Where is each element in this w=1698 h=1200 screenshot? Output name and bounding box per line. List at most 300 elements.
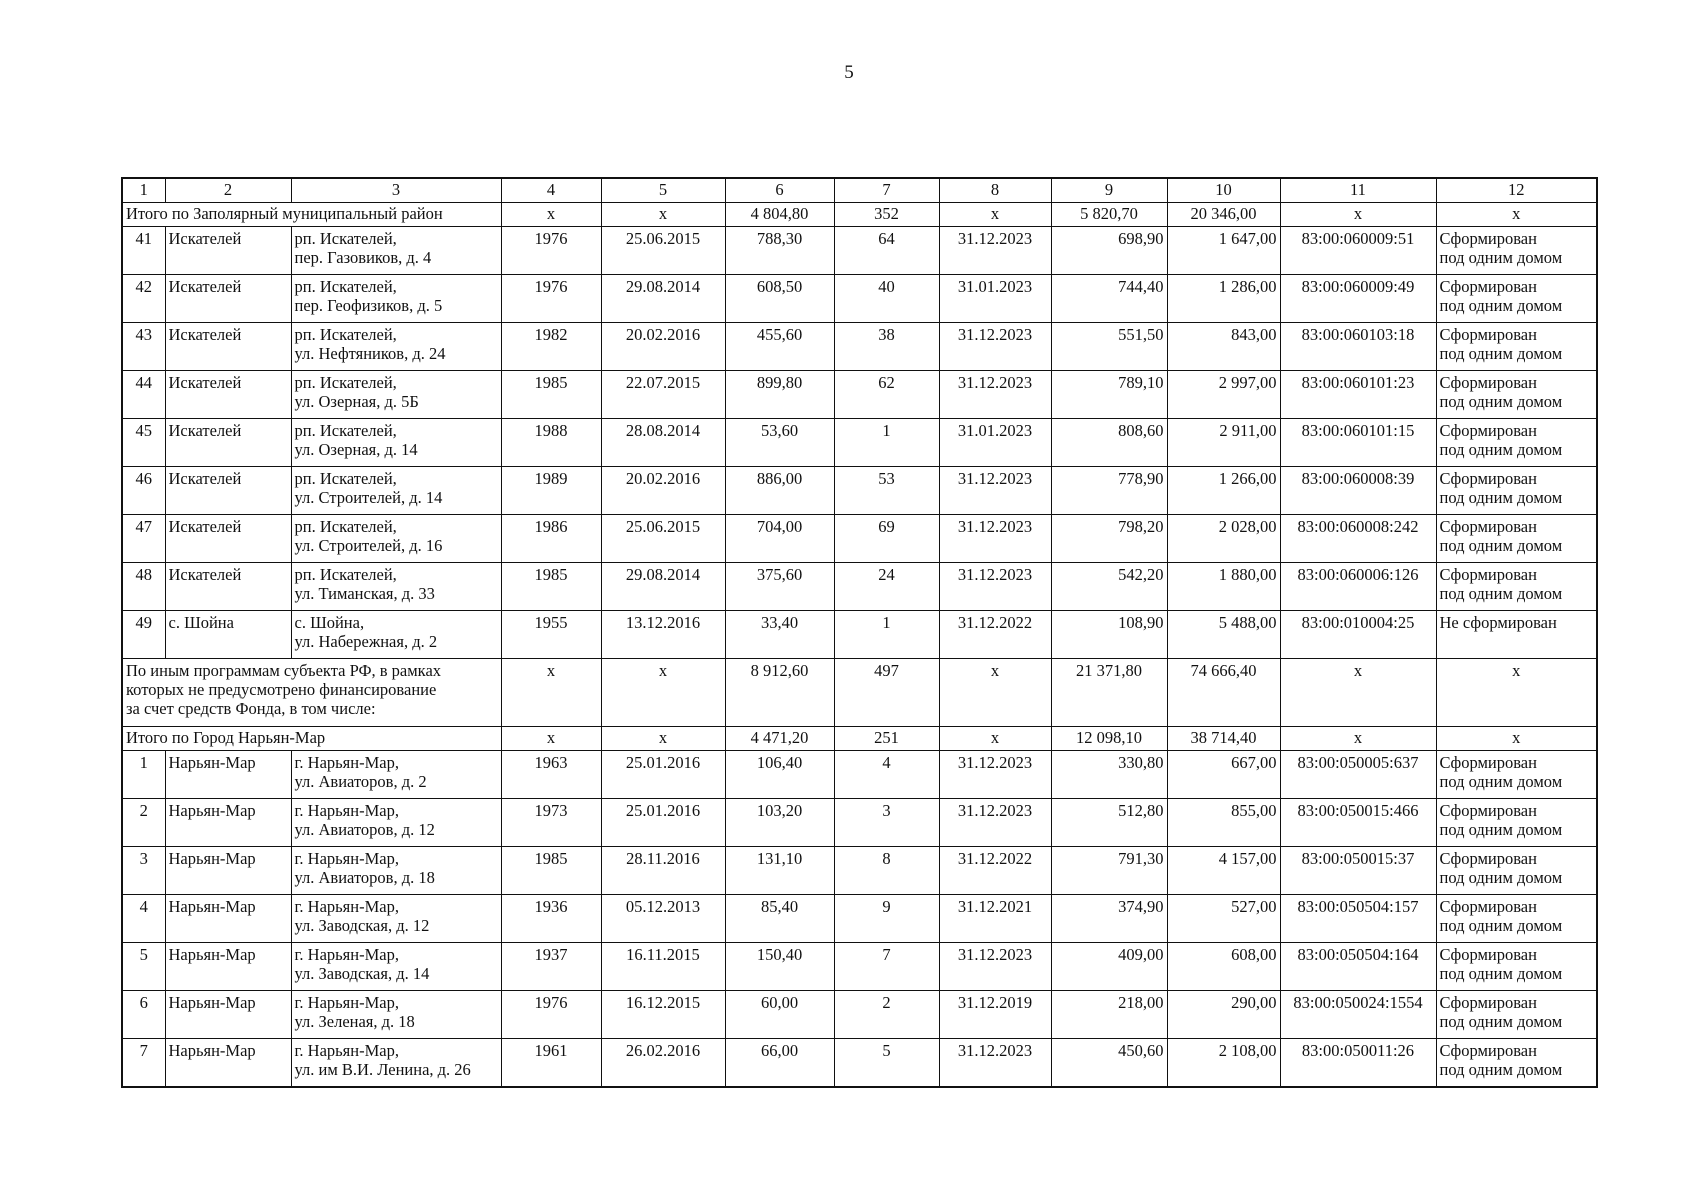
cell-c7: 9: [834, 895, 939, 943]
cell-c7: 40: [834, 275, 939, 323]
address-cell: [291, 371, 501, 419]
cell-c4: 1976: [501, 991, 601, 1039]
row-number: 48: [122, 563, 165, 611]
land-status-cell-line: под одним домом: [1439, 536, 1563, 555]
cell-c4: 1989: [501, 467, 601, 515]
cell-c5: 16.12.2015: [601, 991, 725, 1039]
group-row: [122, 659, 1597, 727]
row-number: 2: [122, 799, 165, 847]
address-cell-line: рп. Искателей,: [294, 229, 397, 248]
address-cell-line: ул. Набережная, д. 2: [294, 632, 438, 651]
cell-c9: 778,90: [1051, 467, 1167, 515]
cell-c6: 608,50: [725, 275, 834, 323]
settlement-cell: Нарьян-Мар: [165, 847, 291, 895]
address-cell: [291, 943, 501, 991]
cell-c5: 29.08.2014: [601, 563, 725, 611]
cell-c9: 798,20: [1051, 515, 1167, 563]
land-status-cell-line: Сформирован: [1439, 277, 1537, 296]
cell-c8: 31.12.2023: [939, 467, 1051, 515]
cell-c11: 83:00:050024:1554: [1280, 991, 1436, 1039]
cell-c7: 352: [834, 203, 939, 227]
land-status-cell-line: Сформирован: [1439, 325, 1537, 344]
cell-c9: 374,90: [1051, 895, 1167, 943]
column-number: 5: [601, 178, 725, 203]
cell-c9: 744,40: [1051, 275, 1167, 323]
cell-c11: 83:00:060008:39: [1280, 467, 1436, 515]
cell-c6: 8 912,60: [725, 659, 834, 727]
cell-c5: х: [601, 203, 725, 227]
cell-c9: 330,80: [1051, 751, 1167, 799]
cell-c6: 85,40: [725, 895, 834, 943]
row-number: 46: [122, 467, 165, 515]
land-status-cell: [1436, 515, 1597, 563]
cell-c5: 16.11.2015: [601, 943, 725, 991]
cell-c4: 1976: [501, 275, 601, 323]
land-status-cell-line: под одним домом: [1439, 392, 1563, 411]
cell-c5: 13.12.2016: [601, 611, 725, 659]
table-row: [122, 1039, 1597, 1088]
cell-c6: 131,10: [725, 847, 834, 895]
address-cell-line: ул. Тиманская, д. 33: [294, 584, 435, 603]
cell-c8: х: [939, 659, 1051, 727]
cell-c7: 38: [834, 323, 939, 371]
row-number: 42: [122, 275, 165, 323]
settlement-cell: Нарьян-Мар: [165, 991, 291, 1039]
address-cell: [291, 467, 501, 515]
address-cell: [291, 611, 501, 659]
subtotal-label: Итого по Город Нарьян-Мар: [122, 727, 501, 751]
subtotal-row: [122, 203, 1597, 227]
cell-c5: 25.06.2015: [601, 227, 725, 275]
row-number: 4: [122, 895, 165, 943]
land-status-cell: [1436, 799, 1597, 847]
column-number: 6: [725, 178, 834, 203]
land-status-cell: [1436, 371, 1597, 419]
land-status-cell-line: под одним домом: [1439, 772, 1563, 791]
cell-c8: 31.12.2022: [939, 611, 1051, 659]
row-number: 45: [122, 419, 165, 467]
cell-c10: 843,00: [1167, 323, 1280, 371]
cell-c9: 450,60: [1051, 1039, 1167, 1088]
cell-c8: 31.12.2022: [939, 847, 1051, 895]
cell-c11: 83:00:060008:242: [1280, 515, 1436, 563]
settlement-cell: Нарьян-Мар: [165, 751, 291, 799]
page-number: 5: [844, 62, 854, 83]
address-cell-line: ул. Зеленая, д. 18: [294, 1012, 415, 1031]
cell-c8: 31.12.2023: [939, 943, 1051, 991]
group-label: [122, 659, 501, 727]
cell-c11: х: [1280, 203, 1436, 227]
land-status-cell-line: Сформирован: [1439, 517, 1537, 536]
table-row: [122, 943, 1597, 991]
column-number: 4: [501, 178, 601, 203]
cell-c7: 24: [834, 563, 939, 611]
land-status-cell-line: под одним домом: [1439, 344, 1563, 363]
cell-c6: 53,60: [725, 419, 834, 467]
cell-c8: 31.12.2023: [939, 751, 1051, 799]
table-row: [122, 991, 1597, 1039]
cell-c6: 899,80: [725, 371, 834, 419]
land-status-cell: [1436, 467, 1597, 515]
cell-c6: 4 471,20: [725, 727, 834, 751]
cell-c10: 608,00: [1167, 943, 1280, 991]
cell-c11: 83:00:050015:37: [1280, 847, 1436, 895]
settlement-cell: Нарьян-Мар: [165, 799, 291, 847]
address-cell: [291, 799, 501, 847]
land-status-cell-line: Сформирован: [1439, 801, 1537, 820]
cell-c6: 60,00: [725, 991, 834, 1039]
land-status-cell-line: Сформирован: [1439, 945, 1537, 964]
land-status-cell-line: Сформирован: [1439, 1041, 1537, 1060]
table-row: [122, 515, 1597, 563]
address-cell-line: ул. Авиаторов, д. 2: [294, 772, 427, 791]
table-row: [122, 751, 1597, 799]
cell-c4: х: [501, 727, 601, 751]
address-cell-line: рп. Искателей,: [294, 517, 397, 536]
cell-c10: 290,00: [1167, 991, 1280, 1039]
land-status-cell: [1436, 943, 1597, 991]
address-cell-line: пер. Газовиков, д. 4: [294, 248, 432, 267]
land-status-cell-line: Сформирован: [1439, 469, 1537, 488]
housing-register-table: [121, 177, 1598, 1088]
column-number: 7: [834, 178, 939, 203]
cell-c11: 83:00:050011:26: [1280, 1039, 1436, 1088]
row-number: 47: [122, 515, 165, 563]
land-status-cell: [1436, 227, 1597, 275]
cell-c5: 25.01.2016: [601, 751, 725, 799]
settlement-cell: Искателей: [165, 227, 291, 275]
cell-c12: х: [1436, 659, 1597, 727]
cell-c4: 1982: [501, 323, 601, 371]
land-status-cell-line: под одним домом: [1439, 820, 1563, 839]
cell-c8: 31.12.2023: [939, 371, 1051, 419]
land-status-cell-line: Сформирован: [1439, 373, 1537, 392]
address-cell-line: рп. Искателей,: [294, 277, 397, 296]
address-cell: [291, 275, 501, 323]
cell-c9: 5 820,70: [1051, 203, 1167, 227]
cell-c11: 83:00:050504:157: [1280, 895, 1436, 943]
address-cell-line: ул. Строителей, д. 14: [294, 488, 443, 507]
group-label-line: которых не предусмотрено финансирование: [126, 680, 437, 699]
land-status-cell-line: [1440, 632, 1594, 651]
land-status-cell: [1436, 895, 1597, 943]
land-status-cell-line: Сформирован: [1439, 421, 1537, 440]
address-cell: [291, 419, 501, 467]
address-cell-line: г. Нарьян-Мар,: [294, 993, 399, 1012]
cell-c10: 855,00: [1167, 799, 1280, 847]
cell-c9: 512,80: [1051, 799, 1167, 847]
cell-c8: 31.12.2023: [939, 515, 1051, 563]
cell-c6: 150,40: [725, 943, 834, 991]
row-number: 5: [122, 943, 165, 991]
address-cell-line: г. Нарьян-Мар,: [294, 849, 399, 868]
address-cell-line: г. Нарьян-Мар,: [294, 1041, 399, 1060]
land-status-cell: [1436, 323, 1597, 371]
cell-c6: 455,60: [725, 323, 834, 371]
cell-c9: 218,00: [1051, 991, 1167, 1039]
cell-c9: 791,30: [1051, 847, 1167, 895]
cell-c7: 8: [834, 847, 939, 895]
cell-c4: 1985: [501, 847, 601, 895]
table-row: [122, 799, 1597, 847]
cell-c11: 83:00:010004:25: [1280, 611, 1436, 659]
address-cell-line: рп. Искателей,: [294, 373, 397, 392]
cell-c5: 22.07.2015: [601, 371, 725, 419]
address-cell: [291, 323, 501, 371]
cell-c9: 12 098,10: [1051, 727, 1167, 751]
cell-c10: 20 346,00: [1167, 203, 1280, 227]
land-status-cell-line: под одним домом: [1439, 584, 1563, 603]
cell-c7: 2: [834, 991, 939, 1039]
land-status-cell: [1436, 563, 1597, 611]
cell-c6: 103,20: [725, 799, 834, 847]
settlement-cell: Искателей: [165, 419, 291, 467]
land-status-cell-line: под одним домом: [1439, 964, 1563, 983]
address-cell-line: пер. Геофизиков, д. 5: [294, 296, 443, 315]
cell-c5: х: [601, 659, 725, 727]
cell-c11: 83:00:060101:23: [1280, 371, 1436, 419]
table-row: [122, 847, 1597, 895]
cell-c10: 1 286,00: [1167, 275, 1280, 323]
cell-c10: 38 714,40: [1167, 727, 1280, 751]
column-number: 3: [291, 178, 501, 203]
column-number: 12: [1436, 178, 1597, 203]
column-number: 10: [1167, 178, 1280, 203]
cell-c11: х: [1280, 727, 1436, 751]
cell-c8: 31.12.2023: [939, 227, 1051, 275]
settlement-cell: Искателей: [165, 563, 291, 611]
address-cell-line: г. Нарьян-Мар,: [294, 945, 399, 964]
cell-c9: 542,20: [1051, 563, 1167, 611]
cell-c8: 31.12.2023: [939, 1039, 1051, 1088]
row-number: 6: [122, 991, 165, 1039]
address-cell-line: ул. Заводская, д. 12: [294, 916, 430, 935]
cell-c10: 74 666,40: [1167, 659, 1280, 727]
cell-c4: 1973: [501, 799, 601, 847]
subtotal-row: [122, 727, 1597, 751]
cell-c7: 62: [834, 371, 939, 419]
table-row: [122, 467, 1597, 515]
cell-c8: 31.12.2023: [939, 563, 1051, 611]
settlement-cell: Искателей: [165, 515, 291, 563]
cell-c8: 31.01.2023: [939, 275, 1051, 323]
address-cell-line: рп. Искателей,: [294, 565, 397, 584]
land-status-cell-line: Не сформирован: [1439, 613, 1557, 632]
cell-c10: 2 108,00: [1167, 1039, 1280, 1088]
cell-c7: 497: [834, 659, 939, 727]
address-cell-line: г. Нарьян-Мар,: [294, 801, 399, 820]
cell-c10: 5 488,00: [1167, 611, 1280, 659]
cell-c6: 33,40: [725, 611, 834, 659]
row-number: 7: [122, 1039, 165, 1088]
address-cell-line: ул. Заводская, д. 14: [294, 964, 430, 983]
row-number: 41: [122, 227, 165, 275]
cell-c6: 4 804,80: [725, 203, 834, 227]
address-cell-line: рп. Искателей,: [294, 325, 397, 344]
land-status-cell-line: под одним домом: [1439, 440, 1563, 459]
cell-c9: 409,00: [1051, 943, 1167, 991]
address-cell: [291, 1039, 501, 1088]
table-row: [122, 371, 1597, 419]
settlement-cell: Искателей: [165, 323, 291, 371]
address-cell: [291, 515, 501, 563]
land-status-cell: [1436, 275, 1597, 323]
address-cell-line: ул. Авиаторов, д. 12: [294, 820, 435, 839]
cell-c6: 375,60: [725, 563, 834, 611]
cell-c10: 2 028,00: [1167, 515, 1280, 563]
cell-c4: 1937: [501, 943, 601, 991]
address-cell-line: ул. Озерная, д. 5Б: [294, 392, 419, 411]
address-cell: [291, 847, 501, 895]
column-number: 2: [165, 178, 291, 203]
land-status-cell-line: Сформирован: [1439, 229, 1537, 248]
land-status-cell: [1436, 611, 1597, 659]
land-status-cell-line: Сформирован: [1439, 897, 1537, 916]
cell-c4: 1985: [501, 371, 601, 419]
table-row: [122, 419, 1597, 467]
cell-c8: х: [939, 727, 1051, 751]
land-status-cell-line: Сформирован: [1439, 993, 1537, 1012]
cell-c7: 64: [834, 227, 939, 275]
address-cell-line: с. Шойна,: [294, 613, 365, 632]
cell-c4: 1936: [501, 895, 601, 943]
land-status-cell-line: под одним домом: [1439, 1012, 1563, 1031]
cell-c8: х: [939, 203, 1051, 227]
cell-c10: 2 911,00: [1167, 419, 1280, 467]
cell-c4: 1986: [501, 515, 601, 563]
cell-c9: 808,60: [1051, 419, 1167, 467]
table-row: [122, 275, 1597, 323]
cell-c4: 1963: [501, 751, 601, 799]
row-number: 43: [122, 323, 165, 371]
land-status-cell-line: под одним домом: [1439, 868, 1563, 887]
cell-c11: 83:00:060006:126: [1280, 563, 1436, 611]
column-number-row: [122, 178, 1597, 203]
column-number: 9: [1051, 178, 1167, 203]
address-cell: [291, 751, 501, 799]
group-label-line: за счет средств Фонда, в том числе:: [126, 699, 376, 718]
address-cell-line: ул. Авиаторов, д. 18: [294, 868, 435, 887]
table-row: [122, 563, 1597, 611]
cell-c5: х: [601, 727, 725, 751]
cell-c9: 21 371,80: [1051, 659, 1167, 727]
row-number: 44: [122, 371, 165, 419]
address-cell: [291, 991, 501, 1039]
cell-c7: 1: [834, 611, 939, 659]
cell-c8: 31.12.2021: [939, 895, 1051, 943]
row-number: 1: [122, 751, 165, 799]
table-row: [122, 323, 1597, 371]
group-label-line: По иным программам субъекта РФ, в рамках: [126, 661, 442, 680]
land-status-cell-line: Сформирован: [1439, 565, 1537, 584]
cell-c7: 251: [834, 727, 939, 751]
cell-c10: 1 880,00: [1167, 563, 1280, 611]
cell-c9: 108,90: [1051, 611, 1167, 659]
subtotal-label: Итого по Заполярный муниципальный район: [122, 203, 501, 227]
cell-c11: 83:00:050504:164: [1280, 943, 1436, 991]
cell-c11: 83:00:060009:51: [1280, 227, 1436, 275]
cell-c11: 83:00:060101:15: [1280, 419, 1436, 467]
land-status-cell: [1436, 419, 1597, 467]
cell-c7: 69: [834, 515, 939, 563]
cell-c4: х: [501, 659, 601, 727]
cell-c6: 788,30: [725, 227, 834, 275]
cell-c6: 106,40: [725, 751, 834, 799]
land-status-cell: [1436, 1039, 1597, 1088]
cell-c8: 31.12.2019: [939, 991, 1051, 1039]
cell-c6: 704,00: [725, 515, 834, 563]
column-number: 11: [1280, 178, 1436, 203]
address-cell-line: рп. Искателей,: [294, 469, 397, 488]
cell-c6: 66,00: [725, 1039, 834, 1088]
column-number: 1: [122, 178, 165, 203]
cell-c8: 31.12.2023: [939, 323, 1051, 371]
cell-c4: 1988: [501, 419, 601, 467]
land-status-cell: [1436, 991, 1597, 1039]
cell-c10: 1 266,00: [1167, 467, 1280, 515]
address-cell-line: ул. Строителей, д. 16: [294, 536, 443, 555]
cell-c5: 26.02.2016: [601, 1039, 725, 1088]
cell-c5: 28.08.2014: [601, 419, 725, 467]
table-row: [122, 611, 1597, 659]
cell-c8: 31.01.2023: [939, 419, 1051, 467]
address-cell-line: рп. Искателей,: [294, 421, 397, 440]
land-status-cell-line: под одним домом: [1439, 916, 1563, 935]
cell-c6: 886,00: [725, 467, 834, 515]
cell-c5: 25.01.2016: [601, 799, 725, 847]
land-status-cell-line: под одним домом: [1439, 296, 1563, 315]
settlement-cell: Искателей: [165, 467, 291, 515]
cell-c10: 1 647,00: [1167, 227, 1280, 275]
cell-c7: 53: [834, 467, 939, 515]
cell-c10: 667,00: [1167, 751, 1280, 799]
cell-c11: х: [1280, 659, 1436, 727]
land-status-cell-line: под одним домом: [1439, 488, 1563, 507]
cell-c7: 5: [834, 1039, 939, 1088]
address-cell-line: г. Нарьян-Мар,: [294, 897, 399, 916]
cell-c12: х: [1436, 727, 1597, 751]
land-status-cell-line: под одним домом: [1439, 248, 1563, 267]
cell-c10: 2 997,00: [1167, 371, 1280, 419]
cell-c7: 1: [834, 419, 939, 467]
cell-c9: 551,50: [1051, 323, 1167, 371]
address-cell: [291, 895, 501, 943]
cell-c9: 698,90: [1051, 227, 1167, 275]
settlement-cell: Искателей: [165, 275, 291, 323]
address-cell-line: г. Нарьян-Мар,: [294, 753, 399, 772]
row-number: 3: [122, 847, 165, 895]
land-status-cell-line: Сформирован: [1439, 849, 1537, 868]
cell-c10: 4 157,00: [1167, 847, 1280, 895]
land-status-cell-line: Сформирован: [1439, 753, 1537, 772]
cell-c10: 527,00: [1167, 895, 1280, 943]
land-status-cell: [1436, 847, 1597, 895]
cell-c11: 83:00:060009:49: [1280, 275, 1436, 323]
address-cell-line: ул. Озерная, д. 14: [294, 440, 418, 459]
land-status-cell: [1436, 751, 1597, 799]
cell-c11: 83:00:050005:637: [1280, 751, 1436, 799]
table-row: [122, 227, 1597, 275]
land-status-cell-line: под одним домом: [1439, 1060, 1563, 1079]
settlement-cell: Нарьян-Мар: [165, 1039, 291, 1088]
address-cell-line: ул. им В.И. Ленина, д. 26: [294, 1060, 471, 1079]
cell-c7: 3: [834, 799, 939, 847]
settlement-cell: с. Шойна: [165, 611, 291, 659]
cell-c11: 83:00:060103:18: [1280, 323, 1436, 371]
cell-c5: 28.11.2016: [601, 847, 725, 895]
cell-c7: 4: [834, 751, 939, 799]
cell-c9: 789,10: [1051, 371, 1167, 419]
